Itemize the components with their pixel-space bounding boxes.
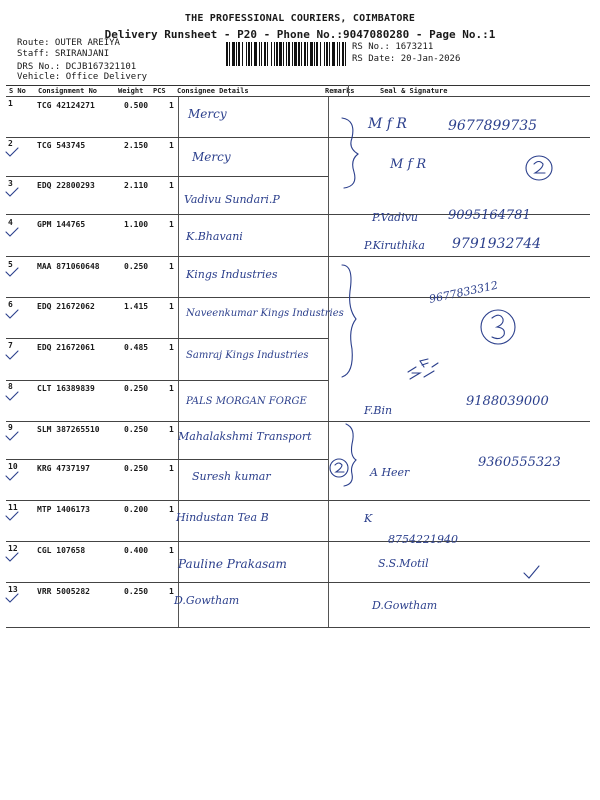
self-mark: [408, 359, 438, 379]
col-consignee: Consignee Details: [177, 87, 249, 95]
tick-mark: [6, 432, 18, 440]
row-consignment: KRG 4737197: [37, 464, 90, 473]
row-consignment: EDQ 21672061: [37, 343, 95, 352]
drs-line: DRS No.: DCJB167321101: [17, 62, 137, 72]
circled-mark: [526, 156, 552, 180]
row-pcs: 1: [169, 505, 174, 514]
col-consignment: Consignment No: [38, 87, 98, 95]
tick-mark: [6, 228, 18, 236]
row-sno: 7: [8, 341, 13, 350]
rs-number: RS No.: 1673211: [352, 42, 434, 52]
row-sno: 2: [8, 139, 13, 148]
row-pcs: 1: [169, 141, 174, 150]
handwritten-phone: 9677833312: [427, 278, 500, 306]
circled-digit: [534, 162, 545, 174]
row-weight: 0.400: [124, 546, 149, 555]
row-consignment: EDQ 21672062: [37, 302, 95, 311]
tick-mark: [6, 310, 18, 318]
handwritten-signature: P.Vadivu: [372, 211, 419, 224]
row-sno: 12: [8, 544, 18, 553]
tick-mark: [6, 351, 18, 359]
handwritten-consignee: Suresh kumar: [192, 470, 271, 483]
handwritten-consignee: Samraj Kings Industries: [186, 350, 309, 361]
document-title: THE PROFESSIONAL COURIERS, COIMBATORE: [184, 13, 416, 24]
handwritten-consignee: D.Gowtham: [174, 594, 240, 607]
row-sno: 9: [8, 423, 13, 432]
row-pcs: 1: [169, 546, 174, 555]
handwritten-signature: F.Bin: [364, 404, 393, 417]
route-line: Route: OUTER AREIYA: [17, 38, 120, 48]
handwritten-signature: K: [364, 512, 373, 525]
row-sno: 1: [8, 99, 13, 108]
handwritten-signature: A Heer: [370, 466, 410, 479]
tick-mark: [6, 148, 18, 156]
tick-mark: [6, 594, 18, 602]
handwritten-consignee: Mahalakshmi Transport: [178, 430, 312, 443]
tick-mark: [6, 392, 18, 400]
row-pcs: 1: [169, 464, 174, 473]
handwritten-consignee: PALS MORGAN FORGE: [186, 396, 307, 407]
handwritten-consignee: K.Bhavani: [186, 230, 243, 243]
row-sno: 13: [8, 585, 18, 594]
col-pcs: PCS: [153, 87, 166, 95]
staff-line: Staff: SRIRANJANI: [17, 49, 110, 59]
circled-digit: [492, 315, 504, 338]
row-consignment: MAA 871060648: [37, 262, 100, 271]
handwritten-signature: M f R: [390, 157, 427, 172]
row-pcs: 1: [169, 302, 174, 311]
row-weight: 2.110: [124, 181, 149, 190]
row-sno: 10: [8, 462, 18, 471]
row-consignment: VRR 5005282: [37, 587, 90, 596]
handwritten-consignee: Vadivu Sundari.P: [184, 193, 280, 206]
vehicle-line: Vehicle: Office Delivery: [17, 72, 148, 82]
handwritten-consignee: Hindustan Tea B: [176, 511, 269, 524]
col-weight: Weight: [118, 87, 144, 95]
row-sno: 4: [8, 218, 13, 227]
row-pcs: 1: [169, 587, 174, 596]
row-weight: 1.100: [124, 220, 149, 229]
row-consignment: GPM 144765: [37, 220, 86, 229]
handwritten-phone: 8754221940: [388, 533, 458, 546]
handwritten-phone: 9360555323: [478, 455, 561, 470]
tick-mark: [6, 268, 18, 276]
tick-mark: [6, 472, 18, 480]
row-pcs: 1: [169, 101, 174, 110]
row-consignment: EDQ 22800293: [37, 181, 95, 190]
circled-digit: [335, 463, 344, 472]
handwritten-phone: 9095164781: [448, 208, 531, 223]
row-sno: 5: [8, 260, 13, 269]
handwritten-consignee: Naveenkumar Kings Industries: [186, 308, 344, 319]
row-consignment: SLM 387265510: [37, 425, 100, 434]
handwritten-signature: D.Gowtham: [372, 599, 438, 612]
row-sno: 11: [8, 503, 18, 512]
row-sno: 3: [8, 179, 13, 188]
bracket-mark: [344, 424, 356, 486]
row-consignment: TCG 42124271: [37, 101, 95, 110]
row-pcs: 1: [169, 181, 174, 190]
tick-mark: [6, 188, 18, 196]
circled-mark: [330, 459, 348, 477]
rs-date: RS Date: 20-Jan-2026: [352, 54, 461, 64]
bracket-mark: [342, 118, 358, 188]
row-pcs: 1: [169, 262, 174, 271]
handwritten-phone: 9677899735: [448, 118, 538, 134]
row-pcs: 1: [169, 384, 174, 393]
tick-mark: [6, 512, 18, 520]
row-sno: 8: [8, 382, 13, 391]
tick-mark: [6, 553, 18, 561]
row-pcs: 1: [169, 425, 174, 434]
row-weight: 0.250: [124, 587, 149, 596]
row-weight: 0.500: [124, 101, 149, 110]
row-weight: 0.200: [124, 505, 149, 514]
row-weight: 1.415: [124, 302, 149, 311]
tick-mark: [524, 566, 539, 578]
row-consignment: CLT 16389839: [37, 384, 95, 393]
row-consignment: MTP 1406173: [37, 505, 90, 514]
col-remarks: Remarks: [325, 87, 355, 95]
handwritten-signature: P.Kiruthika: [364, 239, 425, 252]
row-weight: 0.250: [124, 425, 149, 434]
row-weight: 0.485: [124, 343, 149, 352]
handwritten-signature: M f R: [368, 116, 407, 132]
row-pcs: 1: [169, 343, 174, 352]
row-weight: 0.250: [124, 464, 149, 473]
handwritten-consignee: Kings Industries: [186, 268, 278, 281]
col-seal: Seal & Signature: [380, 87, 448, 95]
handwritten-phone: 9188039000: [466, 394, 549, 409]
bracket-mark: [342, 265, 356, 377]
row-weight: 0.250: [124, 262, 149, 271]
row-consignment: CGL 107658: [37, 546, 86, 555]
runsheet-subtitle: Delivery Runsheet - P20 - Phone No.:9047080280 - Page No.:1: [104, 28, 496, 41]
handwritten-consignee: Pauline Prakasam: [178, 557, 287, 571]
row-sno: 6: [8, 300, 13, 309]
handwritten-consignee: Mercy: [192, 150, 231, 164]
row-consignment: TCG 543745: [37, 141, 86, 150]
col-sno: S No: [9, 87, 26, 95]
row-pcs: 1: [169, 220, 174, 229]
row-weight: 2.150: [124, 141, 149, 150]
handwritten-phone: 9791932744: [452, 236, 542, 252]
handwritten-signature: S.S.Motil: [378, 557, 429, 570]
row-weight: 0.250: [124, 384, 149, 393]
handwritten-consignee: Mercy: [188, 107, 227, 121]
